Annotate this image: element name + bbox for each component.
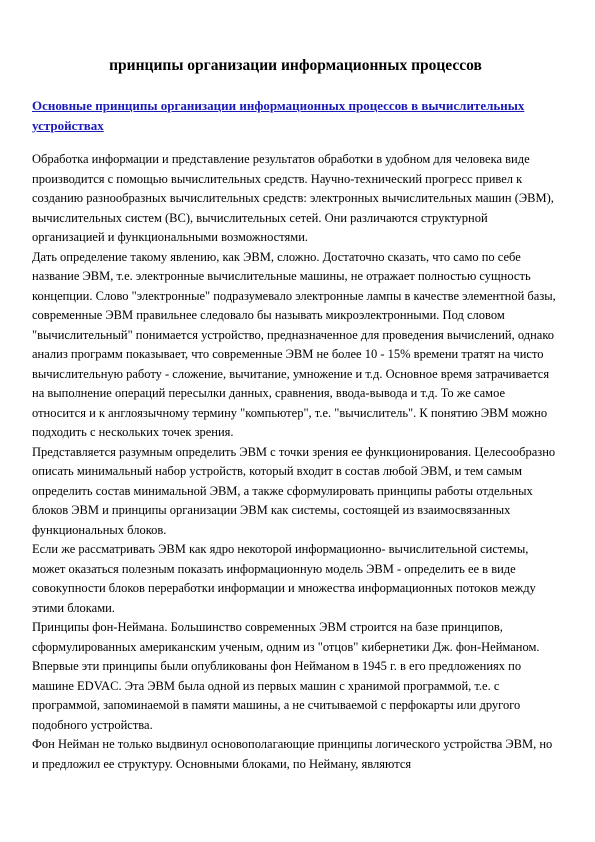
paragraph-functional-view: Представляется разумным определить ЭВМ с точки зрения ее функционирования. Целесообразно описать минимальный набор устройств, который входит в состав любой ЭВМ, и тем самым определить состав минимальной ЭВМ, а также сформулировать принципы работы отдельных блоков ЭВМ и принципы организации ЭВМ как системы, состоящей из взаимосвязанных функциональных блоков. bbox=[32, 444, 556, 537]
paragraph-information-model: Если же рассматривать ЭВМ как ядро некоторой информационно- вычислительной системы, может оказаться полезным показать информационную модель ЭВМ - определить ее в виде совокупности блоков переработки информации и множества информационных потоков между этими блоками. bbox=[32, 542, 536, 615]
paragraph-von-neumann-principles: Принципы фон-Неймана. Большинство современных ЭВМ строится на базе принципов, сформулированных американским ученым, одним из "отцов" кибернетики Дж. фон-Нейманом. Впервые эти принципы были опубликованы фон Нейманом в 1945 г. в его предложениях по машине EDVAC. Эта ЭВМ была одной из первых машин с хранимой программой, т.е. с программой, запоминаемой в памяти машины, а не считываемой с перфокарты или другого подобного устройства. bbox=[32, 620, 540, 732]
paragraph-von-neumann-structure: Фон Нейман не только выдвинул основополагающие принципы логического устройства ЭВМ, но и предложил ее структуру. Основными блоками, по Нейману, являются bbox=[32, 737, 553, 771]
section-heading-link[interactable]: Основные принципы организации информационных процессов в вычислительных устройствах bbox=[32, 98, 525, 133]
paragraph-definition: Дать определение такому явлению, как ЭВМ, сложно. Достаточно сказать, что само по себе название ЭВМ, т.е. электронные вычислительные машины, не отражает полностью сущность концепции. Слово "электронные" подразумевало электронные лампы в качестве элементной базы, современные ЭВМ правильнее следовало бы называть микроэлектронными. Под словом "вычислительный" понимается устройство, предназначенное для проведения вычислений, однако анализ программ показывает, что современные ЭВМ не более 10 - 15% времени тратят на чисто вычислительную работу - сложение, вычитание, умножение и т.д. Основное время затрачивается на выполнение операций пересылки данных, сравнения, ввода-вывода и т.д. То же самое относится и к англоязычному термину "компьютер", т.е. "вычислитель". К понятию ЭВМ можно подходить с нескольких точек зрения. bbox=[32, 249, 556, 439]
document-body bbox=[32, 150, 559, 774]
document-title: принципы организации информационных процессов bbox=[109, 57, 482, 74]
paragraph-intro: Обработка информации и представление результатов обработки в удобном для человека виде производится с помощью вычислительных средств. Научно-технический прогресс привел к созданию разнообразных вычислительных средств: электронных вычислительных машин (ЭВМ), вычислительных систем (ВС), вычислительных сетей. Они различаются структурной организацией и функциональными возможностями. bbox=[32, 152, 554, 244]
